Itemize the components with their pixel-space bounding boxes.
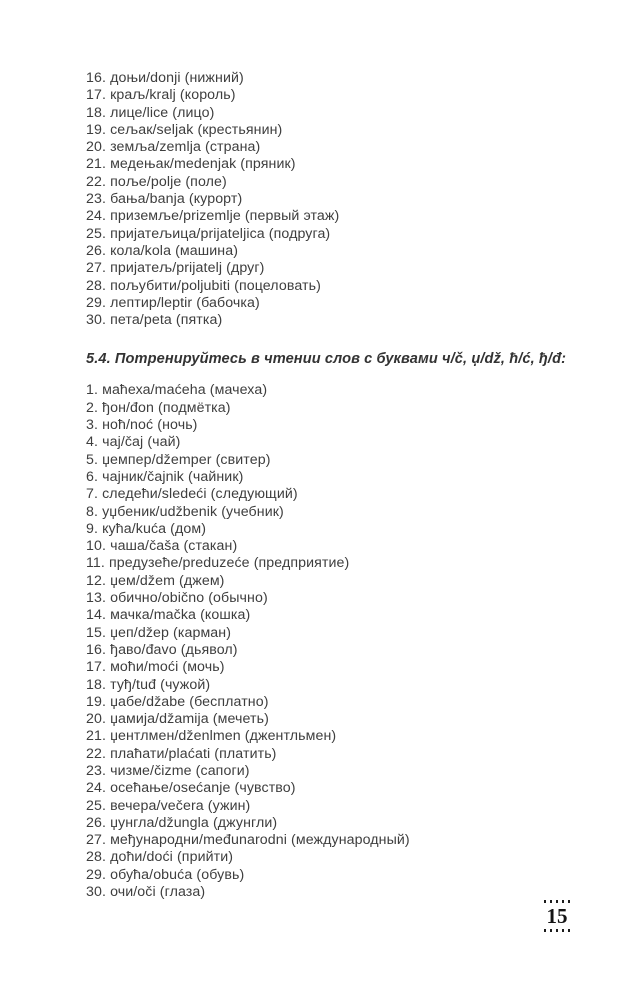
list-item bbox=[86, 728, 586, 745]
list-item-text: кућа/kuća (дом) bbox=[98, 520, 207, 537]
list-item-text: моћи/moći (мочь) bbox=[106, 659, 225, 676]
list-item-text: пета/peta (пятка) bbox=[106, 312, 223, 329]
list-item bbox=[86, 694, 586, 711]
list-item-number: 29. bbox=[86, 294, 107, 311]
list-item-text: кола/kola (машина) bbox=[106, 242, 239, 259]
page-number: 15 bbox=[546, 904, 568, 928]
list-item bbox=[86, 884, 586, 901]
list-item-number: 17. bbox=[86, 659, 107, 676]
list-item bbox=[86, 434, 586, 451]
list-item-text: бања/banja (курорт) bbox=[106, 191, 243, 208]
list-item-number: 19. bbox=[86, 121, 107, 138]
page-number-ornament-bottom bbox=[544, 929, 570, 932]
list-item bbox=[86, 70, 586, 87]
list-item-number: 5. bbox=[86, 451, 99, 468]
list-item bbox=[86, 278, 586, 295]
list-item bbox=[86, 174, 586, 191]
list-item-text: џамија/džamija (мечеть) bbox=[106, 711, 269, 728]
list-item-text: чај/čaj (чай) bbox=[98, 434, 181, 451]
list-item bbox=[86, 226, 586, 243]
list-item-number: 26. bbox=[86, 814, 107, 831]
list-item-number: 22. bbox=[86, 173, 107, 190]
list-item-number: 18. bbox=[86, 104, 107, 121]
list-item-number: 25. bbox=[86, 225, 107, 242]
list-item-text: плаћати/plaćati (платить) bbox=[106, 745, 277, 762]
list-item-text: џемпер/džemper (свитер) bbox=[98, 451, 271, 468]
list-item bbox=[86, 400, 586, 417]
list-item bbox=[86, 486, 586, 503]
list-item-number: 24. bbox=[86, 208, 107, 225]
list-item-number: 30. bbox=[86, 312, 107, 329]
list-item-text: земља/zemlja (страна) bbox=[106, 139, 261, 156]
word-list-lj-nj bbox=[86, 70, 586, 329]
list-item-number: 16. bbox=[86, 70, 107, 86]
list-item bbox=[86, 452, 586, 469]
list-item-text: доњи/donji (нижний) bbox=[106, 70, 244, 86]
list-item bbox=[86, 573, 586, 590]
list-item-text: џентлмен/dženlmen (джентльмен) bbox=[106, 728, 337, 745]
list-item bbox=[86, 417, 586, 434]
list-item-text: приземље/prizemlje (первый этаж) bbox=[106, 208, 340, 225]
list-item-number: 28. bbox=[86, 849, 107, 866]
list-item-number: 29. bbox=[86, 866, 107, 883]
list-item bbox=[86, 625, 586, 642]
list-item bbox=[86, 208, 586, 225]
list-item-number: 27. bbox=[86, 832, 107, 849]
list-item-number: 3. bbox=[86, 417, 99, 434]
list-item-text: лептир/leptir (бабочка) bbox=[106, 294, 260, 311]
list-item-text: осећање/osećanje (чувство) bbox=[106, 780, 296, 797]
list-item bbox=[86, 798, 586, 815]
list-item-number: 21. bbox=[86, 728, 107, 745]
list-item bbox=[86, 87, 586, 104]
list-item-text: уџбеник/udžbenik (учебник) bbox=[98, 503, 284, 520]
list-item bbox=[86, 521, 586, 538]
list-item-number: 24. bbox=[86, 780, 107, 797]
list-item bbox=[86, 312, 586, 329]
list-item-number: 9. bbox=[86, 520, 99, 537]
list-item-text: ђон/đon (подмётка) bbox=[98, 399, 231, 416]
list-item-text: међународни/međunarodni (международный) bbox=[106, 832, 410, 849]
list-item bbox=[86, 711, 586, 728]
list-item-text: ђаво/đavo (дьявол) bbox=[106, 641, 238, 658]
list-item-number: 23. bbox=[86, 191, 107, 208]
list-item bbox=[86, 295, 586, 312]
list-item-text: туђ/tuđ (чужой) bbox=[106, 676, 211, 693]
list-item-number: 13. bbox=[86, 590, 107, 607]
list-item-text: чизме/čizme (сапоги) bbox=[106, 762, 250, 779]
list-item-number: 16. bbox=[86, 641, 107, 658]
list-item bbox=[86, 832, 586, 849]
list-item-text: пољубити/poljubiti (поцеловать) bbox=[106, 277, 321, 294]
list-item-number: 4. bbox=[86, 434, 99, 451]
list-item-number: 1. bbox=[86, 382, 99, 399]
list-item-text: поље/polje (поле) bbox=[106, 173, 227, 190]
list-item-text: џем/džem (джем) bbox=[106, 572, 225, 589]
list-item-text: сељак/seljak (крестьянин) bbox=[106, 121, 283, 138]
list-item bbox=[86, 156, 586, 173]
list-item-number: 28. bbox=[86, 277, 107, 294]
list-item-text: очи/oči (глаза) bbox=[106, 884, 206, 901]
list-item bbox=[86, 590, 586, 607]
list-item bbox=[86, 122, 586, 139]
list-item-number: 14. bbox=[86, 607, 107, 624]
list-item-text: пријатељ/prijatelj (друг) bbox=[106, 260, 265, 277]
list-item-text: следећи/sledeći (следующий) bbox=[98, 486, 298, 503]
list-item bbox=[86, 849, 586, 866]
page-footer bbox=[544, 900, 570, 932]
list-item-text: обично/obično (обычно) bbox=[106, 590, 268, 607]
list-item bbox=[86, 382, 586, 399]
list-item bbox=[86, 746, 586, 763]
list-item-text: краљ/kralj (король) bbox=[106, 87, 236, 104]
list-item bbox=[86, 815, 586, 832]
list-item bbox=[86, 763, 586, 780]
list-item-text: маћеха/maćeha (мачеха) bbox=[98, 382, 268, 399]
list-item-number: 12. bbox=[86, 572, 107, 589]
list-item-text: мачка/mačka (кошка) bbox=[106, 607, 251, 624]
list-item-number: 20. bbox=[86, 139, 107, 156]
list-item bbox=[86, 469, 586, 486]
list-item-number: 30. bbox=[86, 884, 107, 901]
list-item-number: 19. bbox=[86, 693, 107, 710]
list-item-text: чајник/čajnik (чайник) bbox=[98, 468, 244, 485]
list-item-text: вечера/večera (ужин) bbox=[106, 797, 251, 814]
list-item-text: лице/lice (лицо) bbox=[106, 104, 215, 121]
list-item bbox=[86, 780, 586, 797]
list-item bbox=[86, 504, 586, 521]
list-item-text: доћи/doći (прийти) bbox=[106, 849, 234, 866]
list-item bbox=[86, 607, 586, 624]
list-item-text: ноћ/noć (ночь) bbox=[98, 417, 198, 434]
list-item-number: 11. bbox=[86, 555, 105, 572]
list-item-number: 22. bbox=[86, 745, 107, 762]
list-item bbox=[86, 642, 586, 659]
list-item-number: 21. bbox=[86, 156, 107, 173]
page-number-ornament-top bbox=[544, 900, 570, 903]
list-item bbox=[86, 191, 586, 208]
list-item-text: џеп/džep (карман) bbox=[106, 624, 232, 641]
list-item-number: 26. bbox=[86, 242, 107, 259]
list-item bbox=[86, 677, 586, 694]
list-item-text: џунгла/džungla (джунгли) bbox=[106, 814, 278, 831]
list-item bbox=[86, 243, 586, 260]
list-item-number: 18. bbox=[86, 676, 107, 693]
list-item-number: 7. bbox=[86, 486, 99, 503]
list-item-text: медењак/medenjak (пряник) bbox=[106, 156, 296, 173]
list-item bbox=[86, 105, 586, 122]
list-item bbox=[86, 260, 586, 277]
list-item-number: 25. bbox=[86, 797, 107, 814]
list-item-text: чаша/čaša (стакан) bbox=[106, 538, 238, 555]
list-item bbox=[86, 867, 586, 884]
list-item bbox=[86, 659, 586, 676]
list-item-number: 6. bbox=[86, 468, 99, 485]
list-item-number: 17. bbox=[86, 87, 107, 104]
list-item-text: предузеће/preduzeće (предприятие) bbox=[104, 555, 350, 572]
list-item-number: 2. bbox=[86, 399, 99, 416]
list-item-text: пријатељица/prijateljica (подруга) bbox=[106, 225, 331, 242]
list-item-text: џабе/džabe (бесплатно) bbox=[106, 693, 269, 710]
list-item bbox=[86, 555, 586, 572]
list-item-number: 27. bbox=[86, 260, 107, 277]
list-item-text: обућа/obuća (обувь) bbox=[106, 866, 245, 883]
list-item-number: 8. bbox=[86, 503, 99, 520]
word-list-ch-dzh bbox=[86, 382, 586, 901]
list-item-number: 15. bbox=[86, 624, 107, 641]
list-item bbox=[86, 538, 586, 555]
list-item-number: 23. bbox=[86, 762, 107, 779]
list-item bbox=[86, 139, 586, 156]
list-item-number: 10. bbox=[86, 538, 107, 555]
page-content bbox=[86, 70, 586, 901]
section-heading-5-4: 5.4. Потренируйтесь в чтении слов с буквами ч/č, џ/dž, ћ/ć, ђ/đ: bbox=[86, 351, 567, 368]
list-item-number: 20. bbox=[86, 711, 107, 728]
